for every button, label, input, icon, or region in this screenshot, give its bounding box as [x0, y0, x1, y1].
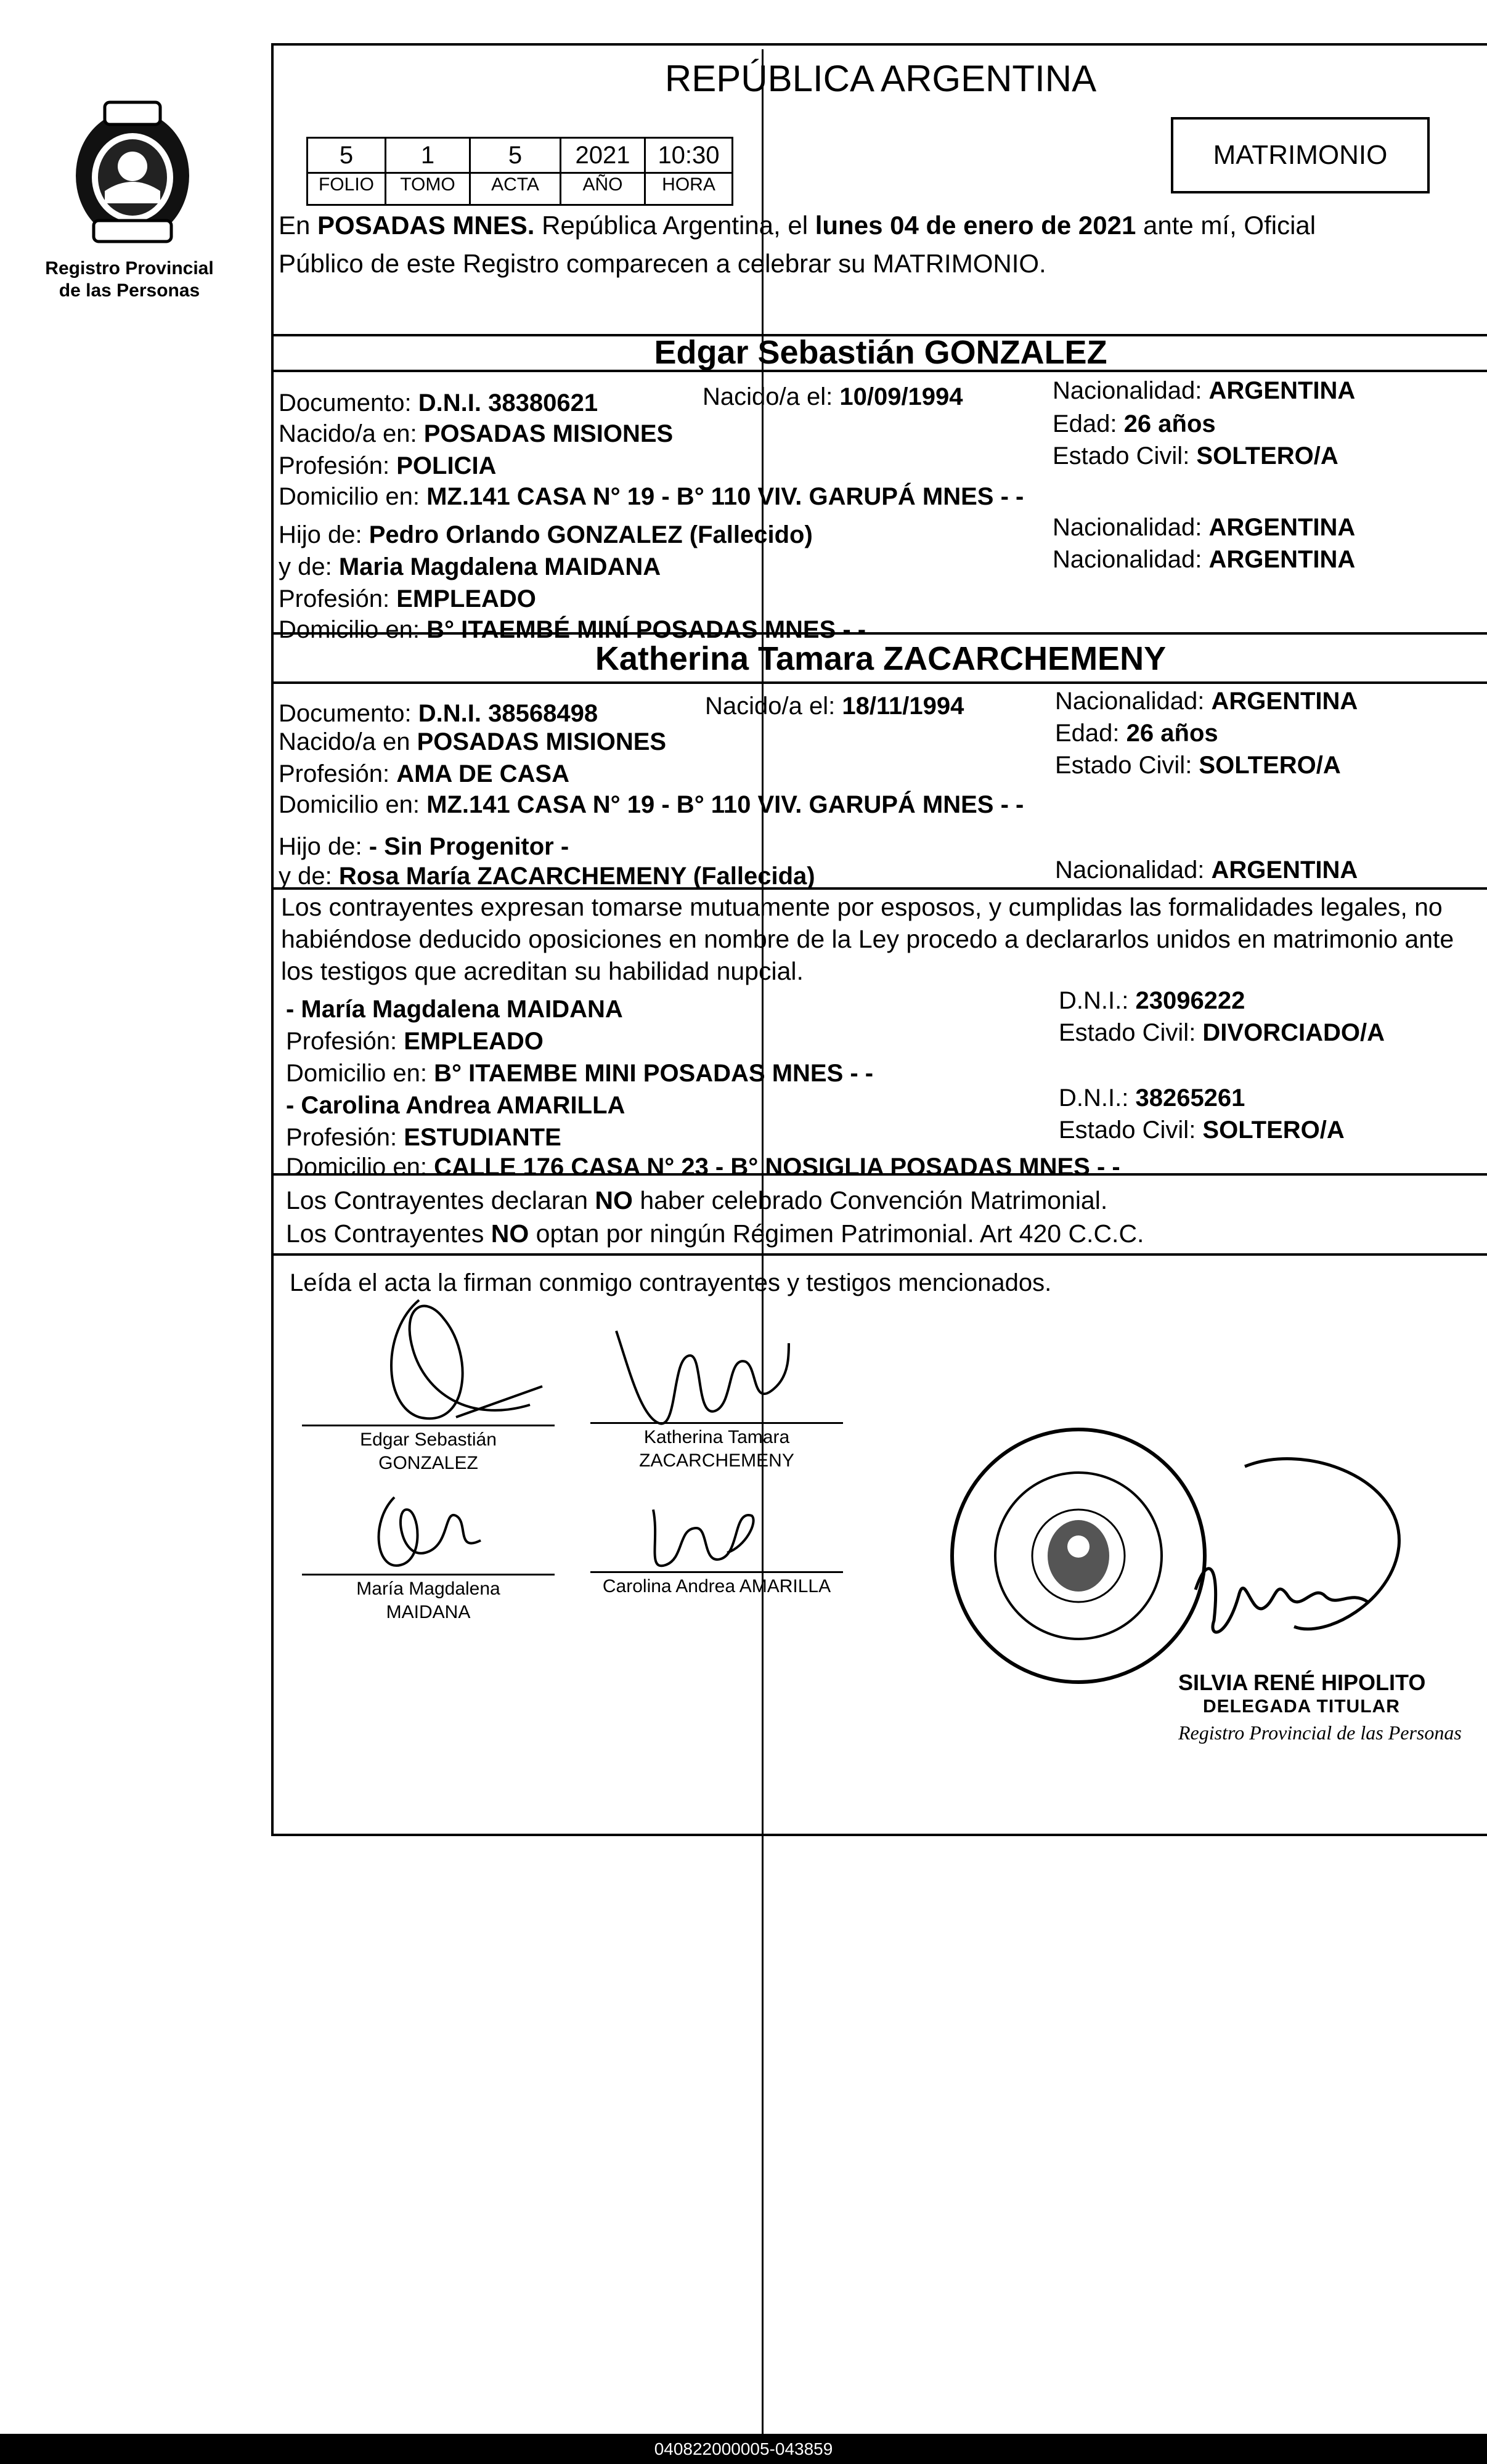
declaration-line-1: Los contrayentes expresan tomarse mutuamente por esposos, y cumplidas las formalidades legales, no — [281, 893, 1443, 921]
witness-1-name: - María Magdalena MAIDANA — [286, 996, 623, 1023]
divider-signing — [274, 1253, 1487, 1256]
record-folio-value: 5 — [339, 142, 354, 169]
signature-groom-icon — [345, 1282, 548, 1429]
witness-1-address: Domicilio en: B° ITAEMBE MINI POSADAS MNES - - — [286, 1060, 874, 1087]
official-name: SILVIA RENÉ HIPOLITO — [1178, 1670, 1426, 1695]
regime-line-1: Los Contrayentes declaran NO haber celebrado Convención Matrimonial. — [286, 1186, 1108, 1214]
record-acta-value: 5 — [508, 142, 523, 169]
bride-father: Hijo de: - Sin Progenitor - — [279, 833, 569, 860]
witness-2-name: - Carolina Andrea AMARILLA — [286, 1092, 625, 1119]
official-office: Registro Provincial de las Personas — [1178, 1722, 1462, 1744]
signature-witness-2-icon — [635, 1491, 770, 1577]
record-type-box — [1171, 117, 1430, 193]
record-hora-label: HORA — [646, 172, 731, 196]
bride-born-on: Nacido/a el: 18/11/1994 — [705, 693, 964, 720]
record-folio-label: FOLIO — [308, 172, 385, 196]
bride-civil-status: Estado Civil: SOLTERO/A — [1055, 752, 1341, 779]
record-hora-value: 10:30 — [658, 142, 720, 169]
groom-parent-profession: Profesión: EMPLEADO — [279, 585, 536, 612]
signature-line-witness-1 — [302, 1574, 555, 1576]
witness-1-civil-status: Estado Civil: DIVORCIADO/A — [1059, 1019, 1385, 1046]
bride-nationality: Nacionalidad: ARGENTINA — [1055, 688, 1358, 715]
divider-bride-name — [274, 681, 1487, 684]
bride-mother-nationality: Nacionalidad: ARGENTINA — [1055, 856, 1358, 884]
record-ano-label: AÑO — [561, 172, 644, 196]
bride-age: Edad: 26 años — [1055, 720, 1218, 747]
bride-born-in: Nacido/a en POSADAS MISIONES — [279, 728, 667, 755]
record-type: MATRIMONIO — [1213, 140, 1388, 170]
groom-father: Hijo de: Pedro Orlando GONZALEZ (Fallecido) — [279, 521, 813, 548]
declaration-line-2: habiéndose deducido oposiciones en nombre de la Ley procedo a declararlos unidos en matrimonio ante — [281, 925, 1454, 953]
witness-2-address: Domicilio en: CALLE 176 CASA N° 23 - B° NOSIGLIA POSADAS MNES - - — [286, 1153, 1120, 1181]
signature-line-witness-2 — [590, 1571, 843, 1573]
groom-age: Edad: 26 años — [1053, 410, 1216, 437]
record-tomo — [385, 137, 471, 206]
witness-2-civil-status: Estado Civil: SOLTERO/A — [1059, 1116, 1345, 1144]
signature-caption-witness-2: Carolina Andrea AMARILLA — [602, 1576, 831, 1596]
record-acta-label: ACTA — [471, 172, 560, 196]
groom-profession: Profesión: POLICIA — [279, 452, 497, 479]
groom-document: Documento: D.N.I. 38380621 — [279, 389, 598, 417]
groom-born-in: Nacido/a en: POSADAS MISIONES — [279, 420, 674, 447]
logo-caption-line1: Registro Provincial — [45, 258, 214, 279]
intro-line-1: En POSADAS MNES. República Argentina, el lunes 04 de enero de 2021 ante mí, Oficial — [279, 211, 1316, 240]
logo-caption-line2: de las Personas — [59, 280, 200, 301]
witness-2-profession: Profesión: ESTUDIANTE — [286, 1124, 561, 1151]
bride-mother: y de: Rosa María ZACARCHEMENY (Fallecida) — [279, 863, 815, 890]
groom-father-nationality: Nacionalidad: ARGENTINA — [1053, 514, 1356, 541]
groom-born-on: Nacido/a el: 10/09/1994 — [703, 383, 963, 410]
record-tomo-label: TOMO — [386, 172, 469, 196]
official-title: DELEGADA TITULAR — [1203, 1696, 1400, 1717]
signature-line-groom — [302, 1425, 555, 1426]
groom-name: Edgar Sebastián GONZALEZ — [654, 334, 1107, 371]
record-hora — [644, 137, 733, 206]
record-acta — [469, 137, 561, 206]
bride-address: Domicilio en: MZ.141 CASA N° 19 - B° 110 VIV. GARUPÁ MNES - - — [279, 791, 1024, 818]
groom-mother-nationality: Nacionalidad: ARGENTINA — [1053, 546, 1356, 573]
declaration-line-3: los testigos que acreditan su habilidad nupcial. — [281, 957, 804, 985]
signature-witness-1-icon — [357, 1485, 493, 1577]
witness-1-dni: D.N.I.: 23096222 — [1059, 987, 1245, 1014]
groom-mother: y de: Maria Magdalena MAIDANA — [279, 553, 661, 580]
bride-document: Documento: D.N.I. 38568498 — [279, 700, 598, 727]
signing-statement: Leída el acta la firman conmigo contrayentes y testigos mencionados. — [290, 1269, 1052, 1296]
signature-caption-bride: Katherina Tamara ZACARCHEMENY — [639, 1427, 794, 1471]
witness-1-profession: Profesión: EMPLEADO — [286, 1028, 544, 1055]
groom-nationality: Nacionalidad: ARGENTINA — [1053, 377, 1356, 404]
footer-code: 040822000005-043859 — [654, 2439, 833, 2458]
logo-caption — [25, 258, 234, 302]
groom-civil-status: Estado Civil: SOLTERO/A — [1053, 442, 1338, 470]
signature-caption-witness-1: María Magdalena MAIDANA — [356, 1579, 500, 1622]
signature-caption-groom: Edgar Sebastián GONZALEZ — [360, 1429, 497, 1473]
bride-profession: Profesión: AMA DE CASA — [279, 760, 569, 787]
footer-bar — [0, 2434, 1487, 2464]
record-ano — [560, 137, 646, 206]
signature-line-bride — [590, 1422, 843, 1424]
registry-logo — [68, 99, 197, 246]
witness-2-dni: D.N.I.: 38265261 — [1059, 1084, 1245, 1112]
bride-name: Katherina Tamara ZACARCHEMENY — [595, 640, 1167, 677]
signature-official-icon — [1171, 1442, 1430, 1682]
intro-line-2: Público de este Registro comparecen a celebrar su MATRIMONIO. — [279, 249, 1046, 278]
record-folio — [306, 137, 386, 206]
record-ano-value: 2021 — [575, 142, 630, 169]
page-title: REPÚBLICA ARGENTINA — [664, 58, 1097, 99]
groom-address: Domicilio en: MZ.141 CASA N° 19 - B° 110 VIV. GARUPÁ MNES - - — [279, 483, 1024, 510]
record-tomo-value: 1 — [420, 142, 435, 169]
groom-parent-address: Domicilio en: B° ITAEMBÉ MINÍ POSADAS MNES - - — [279, 616, 866, 643]
regime-line-2: Los Contrayentes NO optan por ningún Régimen Patrimonial. Art 420 C.C.C. — [286, 1219, 1144, 1248]
province-seal-icon — [68, 99, 197, 246]
